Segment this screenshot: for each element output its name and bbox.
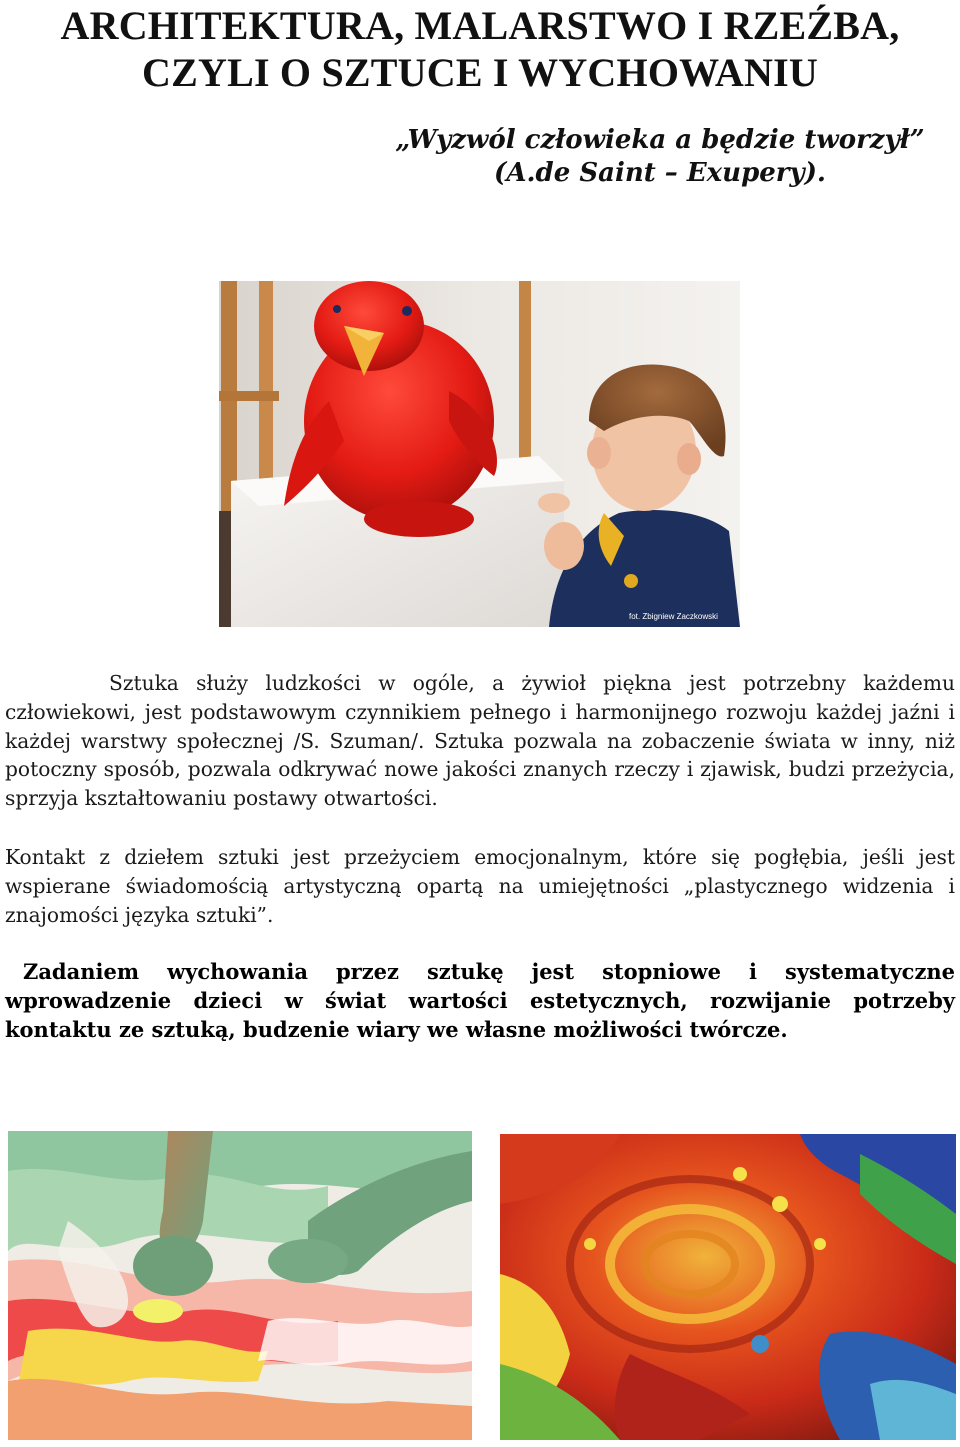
paragraph-contact-with-art: Kontakt z dziełem sztuki jest przeżyciem emocjonalnym, które się pogłębia, jeśli jest wspierane świadomością artystyczną opartą na umiejętności „plastycznego widzenia i znajomości języka sztuki”. bbox=[5, 845, 955, 927]
motto-quote bbox=[380, 124, 940, 190]
motto-line-1: „Wyzwól człowieka a będzie tworzył” bbox=[395, 125, 925, 155]
photo-finger-painting bbox=[8, 1131, 472, 1440]
photo-credit: fot. Zbigniew Zaczkowski bbox=[629, 612, 718, 621]
paragraph-art-serves-humanity: Sztuka służy ludzkości w ogóle, a żywioł piękna jest potrzebny każdemu człowiekowi, jest podstawowym czynnikiem pełnego i harmonijnego rozwoju każdej jaźni i każdej warstwy społecznej /S. Szuman/. Sztuka pozwala na zobaczenie świata w inny, niż potoczny sposób, pozwala odkrywać nowe jakości znanych rzeczy i zjawisk, budzi przeżycia, sprzyja kształtowaniu postawy otwartości. bbox=[5, 671, 955, 811]
motto-line-2: (A.de Saint – Exupery). bbox=[494, 158, 826, 188]
photo-abstract-painting-image bbox=[500, 1134, 956, 1440]
photo-abstract-painting bbox=[500, 1134, 956, 1440]
photo-child-with-sculpture-image bbox=[219, 281, 740, 627]
photo-finger-painting-image bbox=[8, 1131, 472, 1440]
paragraph-education-through-art: Zadaniem wychowania przez sztukę jest stopniowe i systematyczne wprowadzenie dzieci w świat wartości estetycznych, rozwijanie potrzeby kontaktu ze sztuką, budzenie wiary we własne możliwości twórcze. bbox=[5, 959, 955, 1042]
photo-child-with-sculpture bbox=[219, 281, 740, 627]
title-line-2: CZYLI O SZTUCE I WYCHOWANIU bbox=[142, 50, 818, 95]
page-title bbox=[0, 2, 960, 96]
title-line-1: ARCHITEKTURA, MALARSTWO I RZEŹBA, bbox=[60, 3, 900, 48]
